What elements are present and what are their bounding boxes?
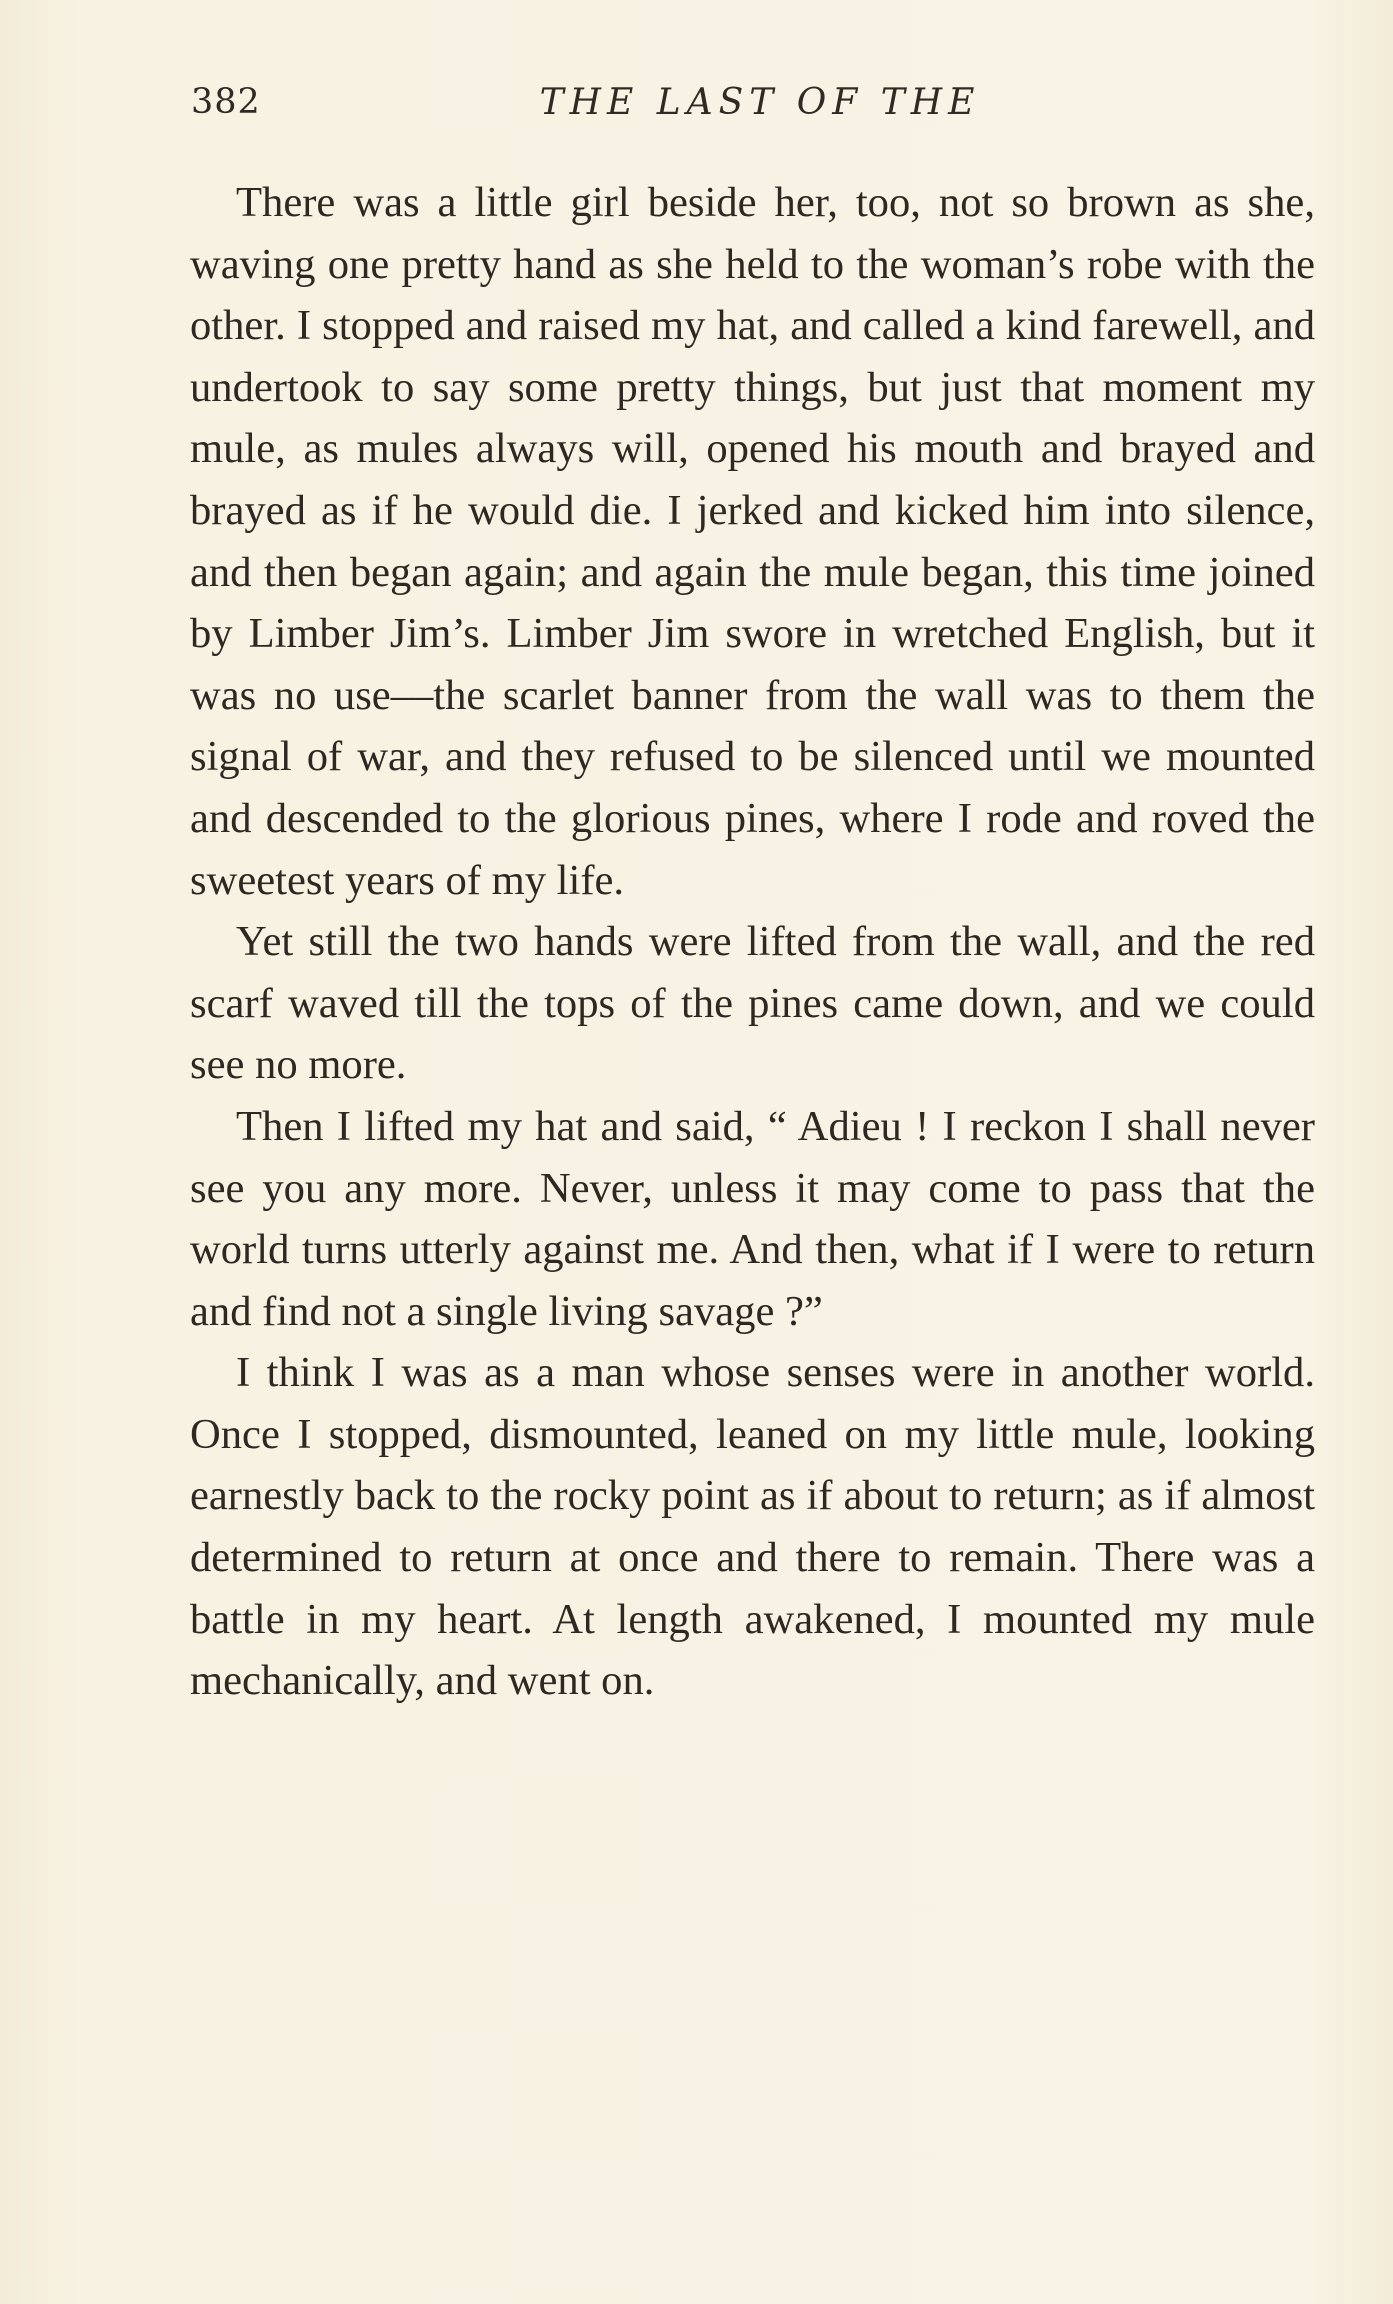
page-header: [185, 82, 1305, 132]
page-number: 382: [191, 82, 261, 122]
running-head: THE LAST OF THE: [539, 82, 981, 123]
paragraph: I think I was as a man whose senses were in another world. Once I stopped, dismounted, leaned on my little mule, looking earnestly back to the rocky point as if about to return; as if almost determined to return at once and there to remain. There was a battle in my heart. At length awakened, I mounted my mule mechanically, and went on.: [190, 1349, 1315, 1705]
paragraph: Then I lifted my hat and said, “ Adieu ! I reckon I shall never see you any more. Never, unless it may come to pass that the world turns utterly against me. And then, what if I were to return and find not a single living savage ?”: [190, 1102, 1315, 1335]
paragraph: There was a little girl beside her, too, not so brown as she, waving one pretty hand as she held to the woman’s robe with the other. I stopped and raised my hat, and called a kind farewell, and undertook to say some pretty things, but just that moment my mule, as mules always will, opened his mouth and brayed and brayed as if he would die. I jerked and kicked him into silence, and then began again; and again the mule began, this time joined by Limber Jim’s. Limber Jim swore in wretched English, but it was no use––the scarlet banner from the wall was to them the signal of war, and they refused to be silenced until we mounted and descended to the glorious pines, where I rode and roved the sweetest years of my life.: [190, 179, 1315, 904]
body-text: [190, 172, 1315, 1712]
paragraph: Yet still the two hands were lifted from the wall, and the red scarf waved till the tops of the pines came down, and we could see no more.: [190, 918, 1315, 1089]
